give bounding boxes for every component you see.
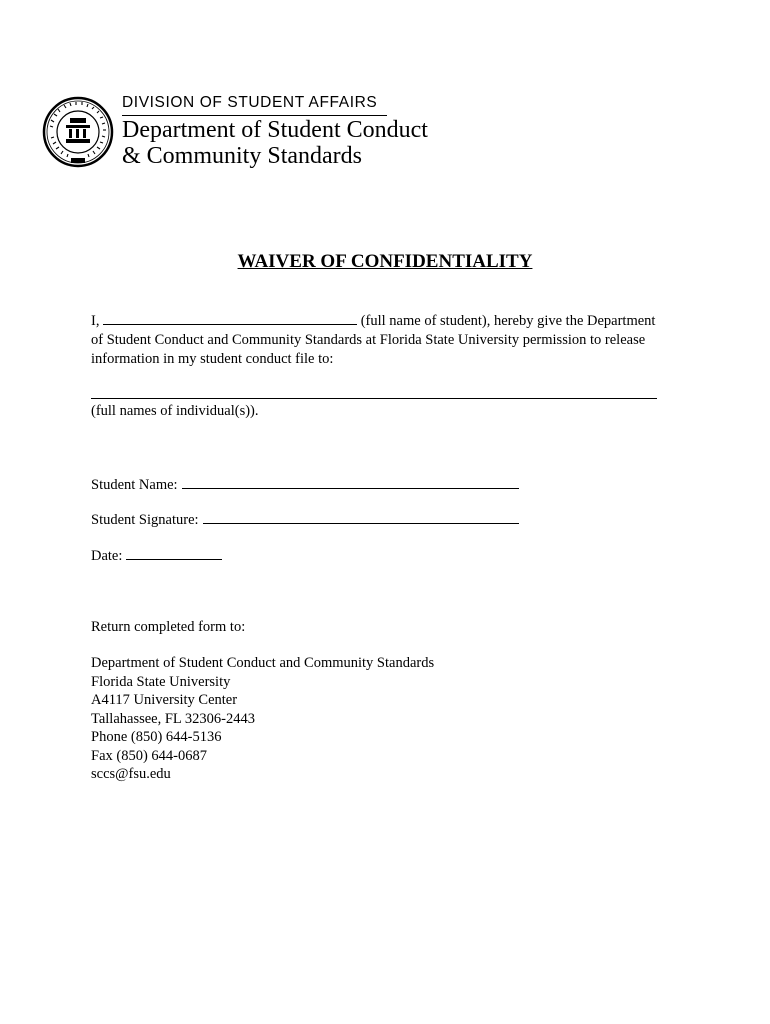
date-field (91, 547, 222, 565)
date-label: Date: (91, 548, 123, 564)
statement-line-1: (full name of student), hereby give the Department (360, 313, 656, 329)
address-line: Tallahassee, FL 32306-2443 (91, 710, 255, 727)
address-line: Florida State University (91, 673, 231, 690)
student-name-blank[interactable] (182, 476, 519, 489)
header-rule (122, 115, 387, 116)
statement-line-3: information in my student conduct file to: (91, 351, 334, 367)
return-label: Return completed form to: (91, 619, 246, 635)
division-name: DIVISION OF STUDENT AFFAIRS (122, 94, 378, 111)
student-signature-blank[interactable] (203, 511, 519, 524)
statement-line-2: of Student Conduct and Community Standards at Florida State University permission to release (91, 332, 646, 348)
statement-prefix: I, (91, 313, 100, 329)
student-signature-field (91, 511, 519, 529)
form-title: WAIVER OF CONFIDENTIALITY (237, 251, 533, 272)
letterhead (42, 94, 462, 174)
department-name-line-1: Department of Student Conduct (122, 117, 428, 143)
student-full-name-blank[interactable] (103, 312, 357, 325)
fax-number: Fax (850) 644-0687 (91, 747, 207, 764)
return-address (91, 654, 434, 784)
email-address[interactable]: sccs@fsu.edu (91, 766, 171, 782)
student-signature-label: Student Signature: (91, 512, 199, 528)
recipient-caption: (full names of individual(s)). (91, 403, 259, 419)
date-blank[interactable] (126, 547, 222, 560)
university-seal-icon (42, 96, 114, 168)
student-name-field (91, 476, 519, 494)
department-name-line-2: & Community Standards (122, 143, 362, 169)
address-line: Department of Student Conduct and Community Standards (91, 655, 435, 671)
phone-number: Phone (850) 644-5136 (91, 729, 222, 745)
recipient-names-blank[interactable] (91, 398, 657, 399)
student-name-label: Student Name: (91, 477, 178, 493)
address-line: A4117 University Center (91, 692, 238, 708)
waiver-statement (91, 312, 691, 369)
